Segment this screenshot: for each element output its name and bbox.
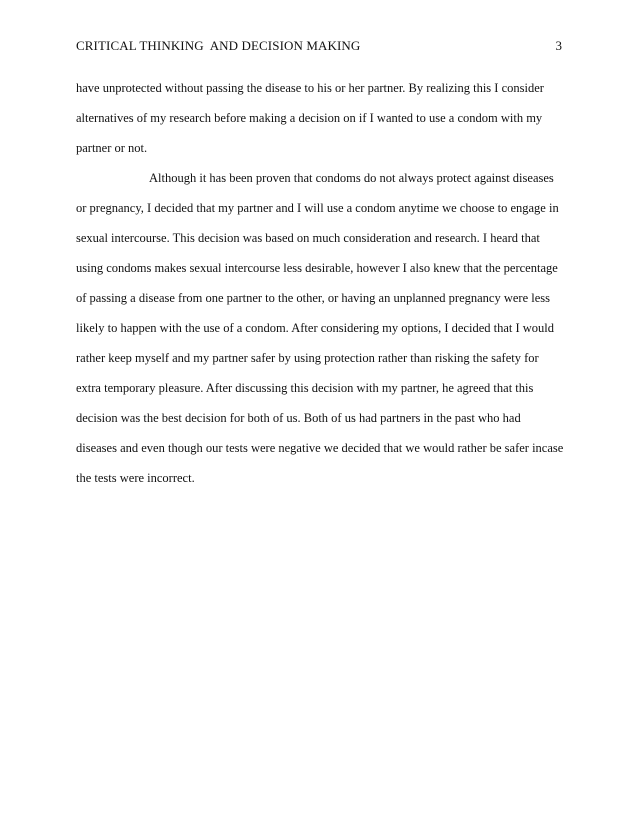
text-line: the tests were incorrect. [76, 471, 195, 485]
text-line: sexual intercourse. This decision was based on much consideration and research. I heard that [76, 231, 540, 245]
text-line: likely to happen with the use of a condom. After considering my options, I decided that I would [76, 321, 555, 335]
text-line: decision was the best decision for both of us. Both of us had partners in the past who had [76, 411, 521, 425]
body-text [76, 78, 576, 498]
text-line: have unprotected without passing the disease to his or her partner. By realizing this I consider [76, 81, 544, 95]
text-line: or pregnancy, I decided that my partner and I will use a condom anytime we choose to engage in [76, 201, 559, 215]
text-line: extra temporary pleasure. After discussing this decision with my partner, he agreed that this [76, 381, 534, 395]
text-line: diseases and even though our tests were negative we decided that we would rather be safer incase [76, 441, 564, 455]
paragraph-first-line: Although it has been proven that condoms do not always protect against diseases [149, 171, 554, 185]
text-line: using condoms makes sexual intercourse less desirable, however I also knew that the percentage [76, 261, 558, 275]
text-line: of passing a disease from one partner to the other, or having an unplanned pregnancy were less [76, 291, 550, 305]
text-line: rather keep myself and my partner safer by using protection rather than risking the safety for [76, 351, 539, 365]
page-header [76, 36, 562, 56]
running-head: CRITICAL THINKING AND DECISION MAKING [76, 38, 361, 53]
text-line: alternatives of my research before making a decision on if I wanted to use a condom with my [76, 111, 543, 125]
page-number: 3 [555, 38, 562, 53]
text-line: partner or not. [76, 141, 148, 155]
